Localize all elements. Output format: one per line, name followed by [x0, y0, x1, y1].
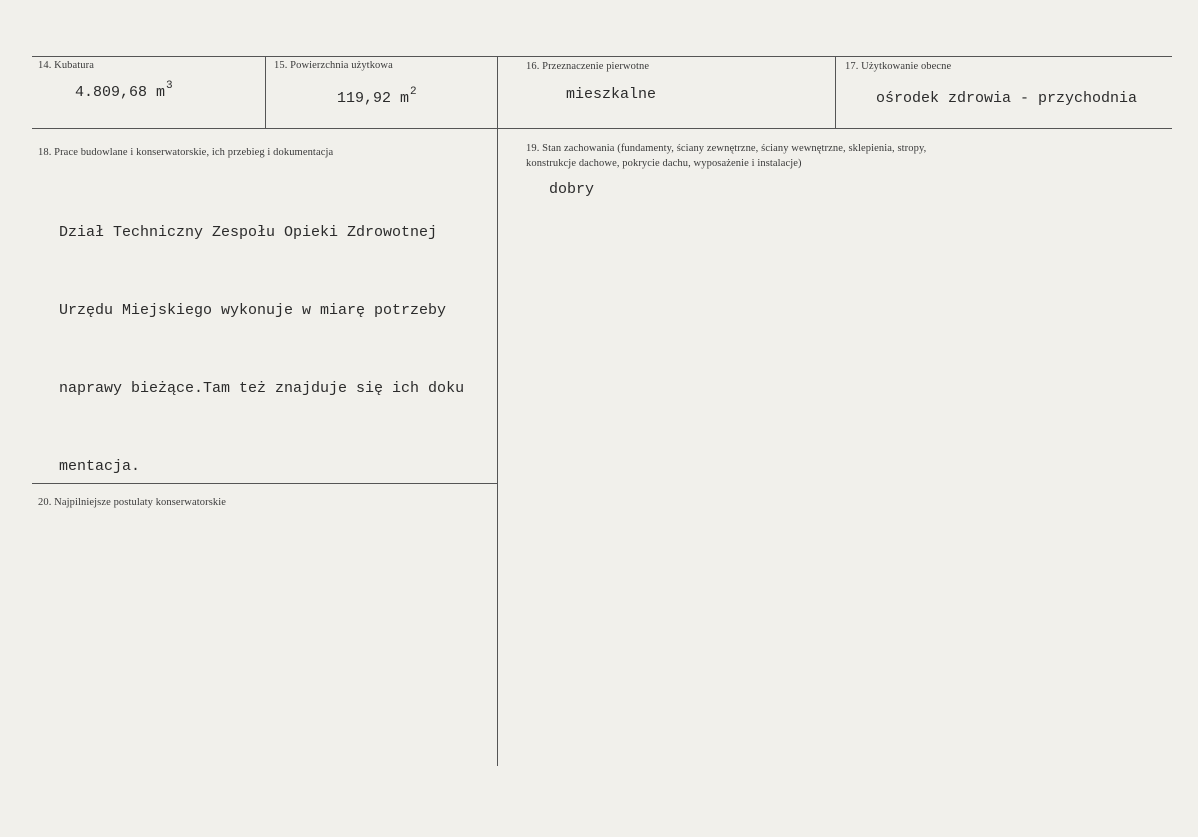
field-19-label-line-2: konstrukcje dachowe, pokrycie dachu, wyposażenie i instalacje) [526, 158, 802, 169]
field-14-label: 14. Kubatura [38, 60, 95, 71]
field-16-value: mieszkalne [566, 86, 657, 103]
area-unit-exponent: 2 [410, 86, 417, 98]
volume-unit-exponent: 3 [166, 80, 173, 92]
field-18-label: 18. Prace budowlane i konserwatorskie, ich przebieg i dokumentacja [38, 147, 334, 158]
field-16-label: 16. Przeznaczenie pierwotne [526, 61, 650, 72]
field-17-label: 17. Użytkowanie obecne [845, 61, 952, 72]
col-divider-1 [265, 56, 266, 128]
field-14-value [75, 80, 173, 101]
volume-value: 4.809,68 m [75, 84, 166, 101]
field-18-line-4: mentacja. [59, 458, 141, 475]
field-18-text [59, 168, 464, 532]
top-rule [32, 56, 1172, 57]
row-divider [32, 128, 1172, 129]
area-value: 119,92 m [337, 90, 410, 107]
field-18-line-3: naprawy bieżące.Tam też znajduje się ich doku [59, 380, 465, 397]
field-19-value: dobry [549, 181, 595, 198]
field-18-line-1: Dział Techniczny Zespołu Opieki Zdrowotnej [59, 224, 438, 241]
field-15-label: 15. Powierzchnia użytkowa [274, 60, 393, 71]
col-divider-3 [835, 56, 836, 128]
field-15-value [337, 86, 417, 107]
field-18-line-2: Urzędu Miejskiego wykonuje w miarę potrzeby [59, 302, 447, 319]
col-divider-2 [497, 56, 498, 766]
field-20-label: 20. Najpilniejsze postulaty konserwatorskie [38, 497, 227, 508]
field-19-label-line-1: 19. Stan zachowania (fundamenty, ściany zewnętrzne, ściany wewnętrzne, sklepienia, stropy, [526, 143, 927, 154]
field-17-value: ośrodek zdrowia - przychodnia [876, 90, 1138, 107]
